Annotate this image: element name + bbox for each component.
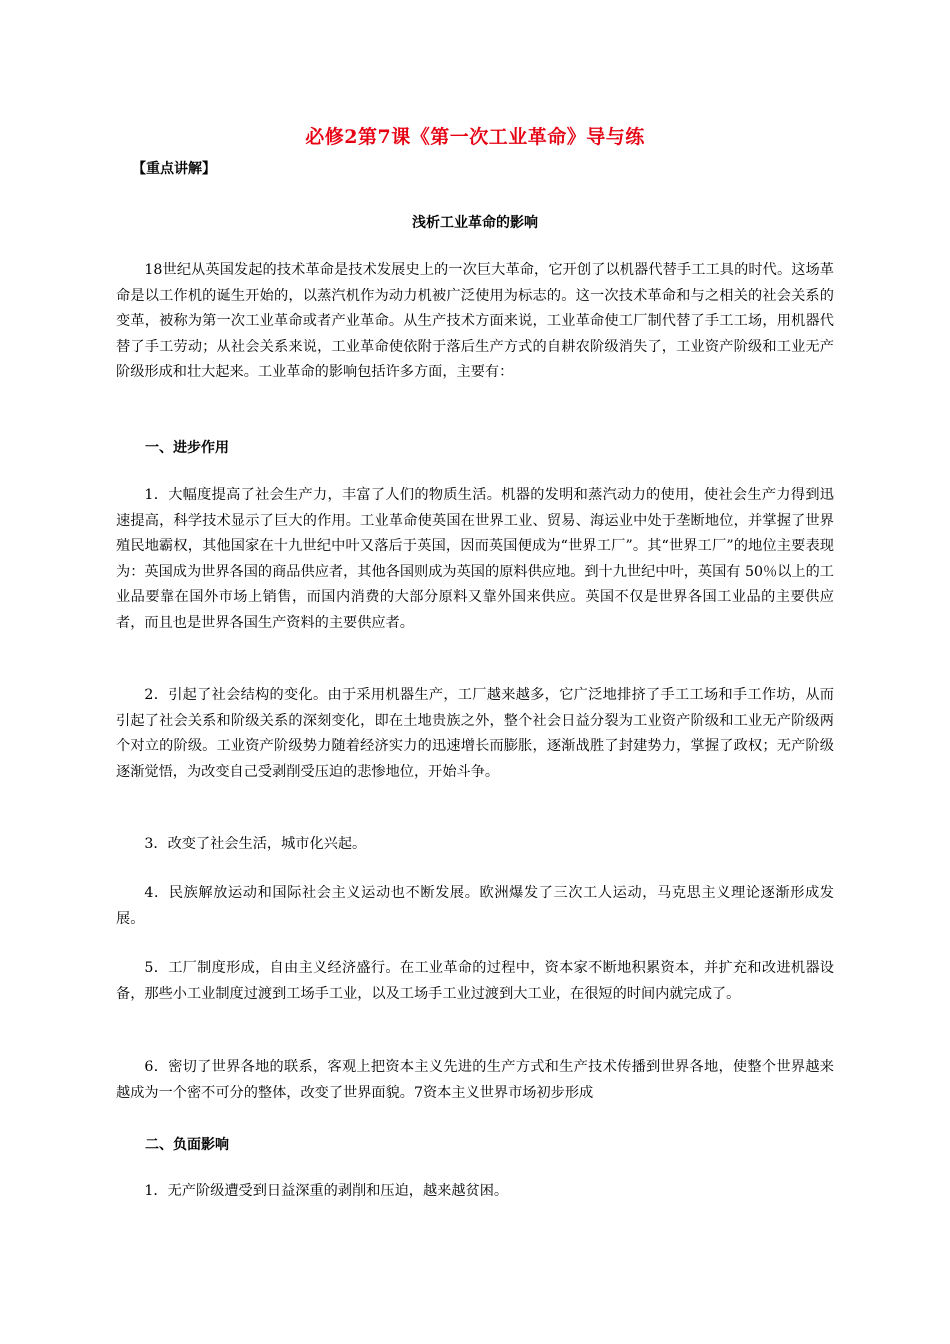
section-heading-progress: 一、进步作用 [145, 440, 229, 456]
paragraph-item-1: 1．大幅度提高了社会生产力，丰富了人们的物质生活。机器的发明和蒸汽动力的使用，使社会生产力得到迅速提高，科学技术显示了巨大的作用。工业革命使英国在世界工业、贸易、海运业中处于垄断地位，并掌握了世界殖民地霸权，其他国家在十九世纪中叶又落后于英国，因而英国便成为“世界工厂”。其“世界工厂”的地位主要表现为：英国成为世界各国的商品供应者，其他各国则成为英国的原料供应地。到十九世纪中叶，英国有 50％以上的工业品要靠在国外市场上销售，而国内消费的大部分原料又靠外国来供应。英国不仅是世界各国工业品的主要供应者，而且也是世界各国生产资料的主要供应者。 [116, 487, 834, 631]
article-subtitle: 浅析工业革命的影响 [412, 215, 538, 231]
paragraph-item-3: 3．改变了社会生活，城市化兴起。 [144, 836, 367, 852]
section-tag: 【重点讲解】 [132, 161, 216, 177]
intro-paragraph: 18世纪从英国发起的技术革命是技术发展史上的一次巨大革命，它开创了以机器代替手工工具的时代。这场革命是以工作机的诞生开始的，以蒸汽机作为动力机被广泛使用为标志的。这一次技术革命和与之相关的社会关系的变革，被称为第一次工业革命或者产业革命。从生产技术方面来说，工业革命使工厂制代替了手工工场，用机器代替了手工劳动；从社会关系来说，工业革命使依附于落后生产方式的自耕农阶级消失了，工业资产阶级和工业无产阶级形成和壮大起来。工业革命的影响包括许多方面，主要有： [116, 262, 834, 381]
paragraph-item-4: 4．民族解放运动和国际社会主义运动也不断发展。欧洲爆发了三次工人运动，马克思主义理论逐渐形成发展。 [116, 885, 834, 927]
paragraph-item-6: 6．密切了世界各地的联系，客观上把资本主义先进的生产方式和生产技术传播到世界各地，使整个世界越来越成为一个密不可分的整体，改变了世界面貌。7资本主义世界市场初步形成 [116, 1059, 834, 1101]
paragraph-item-5: 5．工厂制度形成，自由主义经济盛行。在工业革命的过程中，资本家不断地积累资本，并扩充和改进机器设备，那些小工业制度过渡到工场手工业，以及工场手工业过渡到大工业，在很短的时间内就完成了。 [116, 960, 834, 1002]
document-title: 必修2第7课《第一次工业革命》导与练 [305, 126, 645, 148]
section-heading-negative: 二、负面影响 [145, 1137, 229, 1153]
paragraph-item-2: 2．引起了社会结构的变化。由于采用机器生产，工厂越来越多，它广泛地排挤了手工工场和手工作坊，从而引起了社会关系和阶级关系的深刻变化，即在土地贵族之外，整个社会日益分裂为工业资产阶级和工业无产阶级两个对立的阶级。工业资产阶级势力随着经济实力的迅速增长而膨胀，逐渐战胜了封建势力，掌握了政权；无产阶级逐渐觉悟，为改变自己受剥削受压迫的悲惨地位，开始斗争。 [116, 687, 834, 780]
paragraph-negative-1: 1．无产阶级遭受到日益深重的剥削和压迫，越来越贫困。 [144, 1183, 509, 1199]
